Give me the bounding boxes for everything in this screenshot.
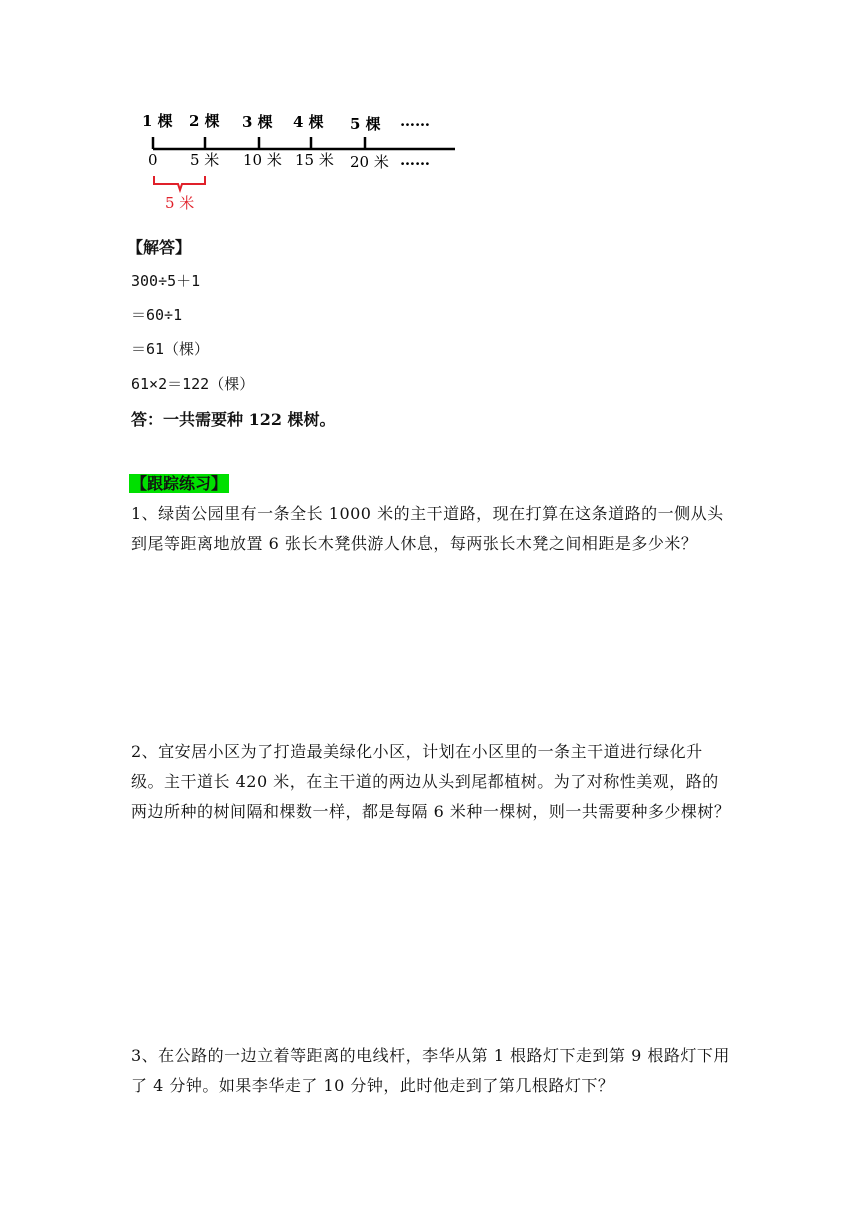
question-3: 3、在公路的一边立着等距离的电线杆，李华从第 1 根路灯下走到第 9 根路灯下用了 4 分钟。如果李华走了 10 分钟，此时他走到了第几根路灯下？ xyxy=(131,1046,730,1095)
tree-label: 3 棵 xyxy=(242,113,273,131)
tree-label: 1 棵 xyxy=(142,112,173,130)
solution-step: ＝60÷1 xyxy=(131,306,183,324)
practice-heading-label: 【跟踪练习】 xyxy=(131,474,228,493)
solution-answer: 答：一共需要种 122 棵树。 xyxy=(131,410,336,429)
distance-ellipsis: …… xyxy=(400,151,430,169)
tree-label: 2 棵 xyxy=(189,112,220,130)
solution-step: 61×2＝122（棵） xyxy=(131,375,255,393)
tree-interval-diagram xyxy=(0,0,860,230)
interval-label: 5 米 xyxy=(165,194,195,212)
interval-bracket xyxy=(154,176,205,190)
practice-heading xyxy=(129,471,229,494)
solution-heading: 【解答】 xyxy=(127,238,192,257)
tree-ellipsis: …… xyxy=(400,112,430,130)
question-1: 1、绿茵公园里有一条全长 1000 米的主干道路，现在打算在这条道路的一侧从头到尾等距离地放置 6 张长木凳供游人休息，每两张长木凳之间相距是多少米？ xyxy=(131,504,724,553)
distance-label: 0 xyxy=(148,151,158,169)
tree-label: 5 棵 xyxy=(350,115,381,133)
distance-label: 5 米 xyxy=(190,151,220,169)
solution-step: ＝61（棵） xyxy=(131,340,210,358)
distance-label: 10 米 xyxy=(243,151,282,169)
tree-label: 4 棵 xyxy=(293,113,324,131)
distance-label: 20 米 xyxy=(350,153,389,171)
solution-step: 300÷5＋1 xyxy=(131,272,201,290)
distance-label: 15 米 xyxy=(295,151,334,169)
question-2: 2、宜安居小区为了打造最美绿化小区，计划在小区里的一条主干道进行绿化升级。主干道长 420 米，在主干道的两边从头到尾都植树。为了对称性美观，路的两边所种的树间隔和棵数一样，都是每隔 6 米种一棵树，则一共需要种多少棵树？ xyxy=(131,742,731,821)
